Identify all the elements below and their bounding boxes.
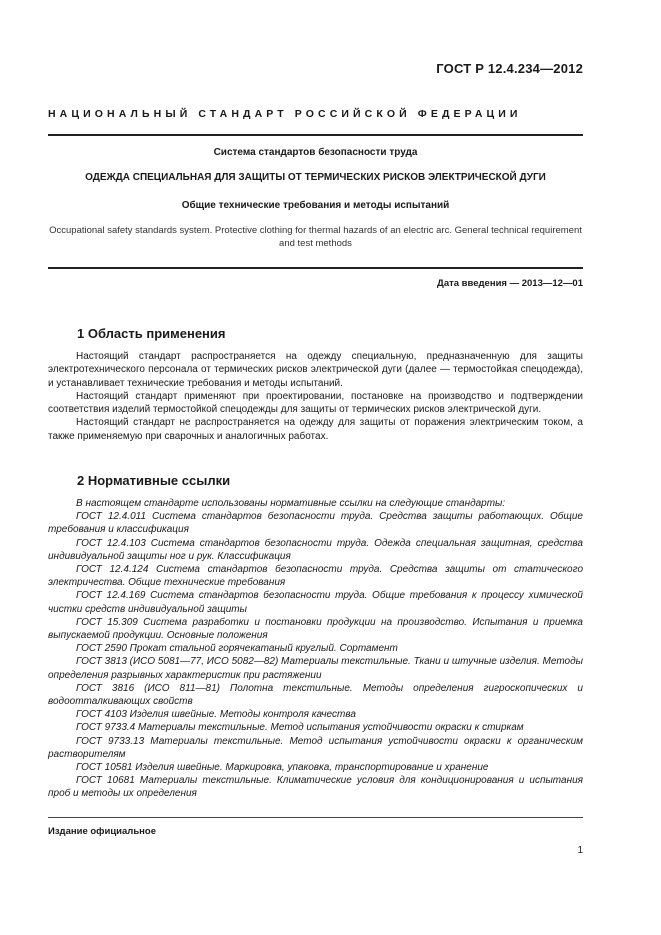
national-standard-heading: НАЦИОНАЛЬНЫЙ СТАНДАРТ РОССИЙСКОЙ ФЕДЕРАЦИИ [48, 108, 522, 120]
footer-divider [48, 817, 583, 818]
reference-item: ГОСТ 12.4.103 Система стандартов безопасности труда. Одежда специальная защитная, средства индивидуальной защиты ног и рук. Классификация [48, 537, 583, 562]
reference-item: ГОСТ 12.4.169 Система стандартов безопасности труда. Общие требования к процессу химической чистки средств индивидуальной защиты [48, 590, 583, 615]
document-subtitle: Общие технические требования и методы испытаний [181, 200, 450, 211]
reference-item: ГОСТ 3813 (ИСО 5081—77, ИСО 5082—82) Материалы текстильные. Ткани и штучные изделия. Методы определения разрывных характеристик при растяжении [48, 656, 584, 681]
section-1-body [48, 350, 583, 443]
reference-item: ГОСТ 10581 Изделия швейные. Маркировка, упаковка, транспортирование и хранение [76, 762, 489, 774]
introduction-date: Дата введения — 2013—12—01 [437, 278, 583, 289]
title-divider [48, 267, 583, 269]
document-code: ГОСТ Р 12.4.234—2012 [436, 61, 583, 76]
reference-item: ГОСТ 9733.13 Материалы текстильные. Метод испытания устойчивости окраски к органическим растворителям [48, 735, 583, 760]
normative-references-list [48, 497, 583, 801]
official-edition-label: Издание официальное [48, 826, 156, 837]
english-title: Occupational safety standards system. Protective clothing for thermal hazards of an electric arc. General technical requirement and test methods [49, 225, 582, 249]
reference-item: ГОСТ 3816 (ИСО 811—81) Полотна текстильные. Методы определения гигроскопических и водоотталкивающих свойств [48, 682, 583, 708]
paragraph: Настоящий стандарт не распространяется на одежду для защиты от поражения электрическим током, а также применяемую при сварочных и аналогичных работах. [48, 417, 583, 442]
references-intro: В настоящем стандарте использованы нормативные ссылки на следующие стандарты: [76, 498, 506, 509]
reference-item: ГОСТ 2590 Прокат стальной горячекатаный круглый. Сортамент [76, 643, 398, 655]
page-number: 1 [577, 845, 583, 856]
paragraph: Настоящий стандарт распространяется на одежду специальную, предназначенную для защиты электротехнического персонала от термических рисков электрической дуги (далее — термостойкая спецодежда), и устанавливает технические требования и методы испытаний. [48, 351, 583, 389]
reference-item: ГОСТ 12.4.124 Система стандартов безопасности труда. Средства защиты от статического электричества. Общие технические требования [48, 564, 583, 589]
reference-item: ГОСТ 10681 Материалы текстильные. Климатические условия для кондиционирования и испытания проб и методы их определения [48, 775, 583, 800]
reference-item: ГОСТ 9733.4 Материалы текстильные. Метод испытания устойчивости окраски к стиркам [76, 722, 524, 734]
reference-item: ГОСТ 15.309 Система разработки и постановки продукции на производство. Испытания и приемка выпускаемой продукции. Основные положения [48, 616, 583, 642]
paragraph: Настоящий стандарт применяют при проектировании, постановке на производство и подтверждении соответствия изделий термостойкой спецодежды для защиты от термических рисков электрической дуги. [48, 390, 583, 416]
section-1-heading: 1 Область применения [77, 326, 226, 341]
standards-series: Система стандартов безопасности труда [213, 147, 418, 158]
section-2-heading: 2 Нормативные ссылки [77, 473, 231, 488]
reference-item: ГОСТ 4103 Изделия швейные. Методы контроля качества [76, 709, 356, 721]
reference-item: ГОСТ 12.4.011 Система стандартов безопасности труда. Средства защиты работающих. Общие требования и классификация [48, 511, 583, 536]
top-divider [48, 134, 583, 136]
document-title: ОДЕЖДА СПЕЦИАЛЬНАЯ ДЛЯ ЗАЩИТЫ ОТ ТЕРМИЧЕСКИХ РИСКОВ ЭЛЕКТРИЧЕСКОЙ ДУГИ [85, 172, 546, 183]
